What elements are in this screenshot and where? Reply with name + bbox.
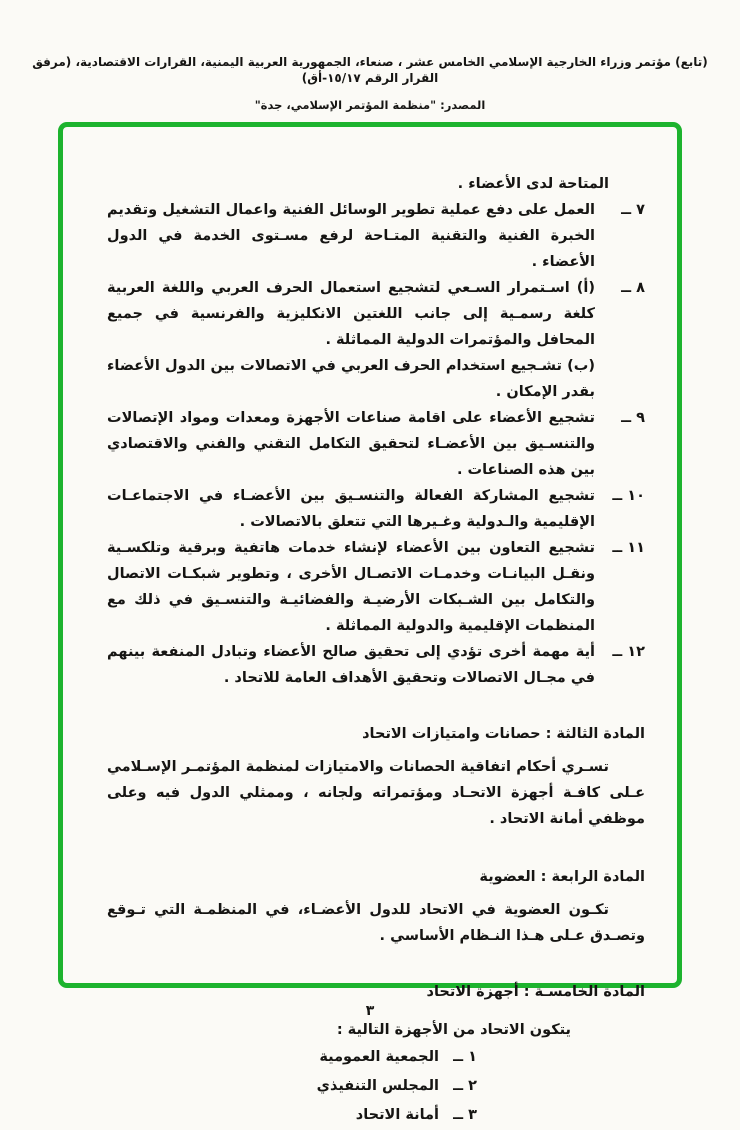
organs-intro-line: يتكون الاتحاد من الأجهزة التالية :: [336, 1022, 571, 1038]
document-body: [107, 171, 645, 1130]
list-item-9: [107, 405, 645, 483]
page-header: [14, 54, 726, 112]
section-paragraph-4: تكـون العضوية في الاتحاد للدول الأعضـاء، في المنظمـة التي تـوقع وتصـدق عـلى هـذا النـظام الأساسي .: [107, 902, 645, 944]
list-item-8b: [107, 353, 645, 405]
item-marker: ٩ ــ: [621, 410, 645, 426]
continuation-line: المتاحة لدى الأعضاء .: [457, 176, 609, 192]
organ-marker: ٢ ــ: [453, 1078, 477, 1094]
section-title-5: المادة الخامسـة : أجهزة الاتحاد: [426, 984, 645, 1000]
list-item-11: [107, 535, 645, 639]
item-text: العمل على دفع عملية تطوير الوسائل الفنية واعمال التشغيل وتقديم الخبرة الفنية والتقنية المتـاحة لرفع مسـتوى الخدمة في الدول الأعضاء .: [107, 202, 595, 270]
organ-item-2: [107, 1072, 477, 1101]
section-title-4: المادة الرابعة : العضوية: [479, 869, 645, 885]
organ-marker: ١ ــ: [453, 1049, 477, 1065]
list-item-8a: [107, 275, 645, 353]
header-citation: (تابع) مؤتمر وزراء الخارجية الإسلامي الخامس عشر ، صنعاء، الجمهورية العربية اليمنية، القرارات الاقتصادية، (مرفق القرار الرقم ١٥/١٧-أق): [32, 55, 708, 85]
organ-item-1: [107, 1043, 477, 1072]
item-text: (ب) تشـجيع استخدام الحرف العربي في الاتصالات بين الدول الأعضاء بقدر الإمكان .: [107, 358, 595, 400]
item-marker: ٧ ــ: [621, 202, 645, 218]
item-text: تشجيع الأعضاء على اقامة صناعات الأجهزة ومعدات ومواد الإتصالات والتنسـيق بين الأعضـاء لتحقيق التكامل التقني والفني والاقتصادي بين هذه الصناعات .: [107, 410, 595, 478]
item-text: (أ) اسـتمرار السـعي لتشجيع استعمال الحرف العربي واللغة العربية كلغة رسمـية إلى جانب اللغتين الانكليزية والفرنسية في جميع المحافل والمؤتمرات الدولية المماثلة .: [107, 280, 595, 348]
list-item-12: [107, 639, 645, 691]
section-title-3: المادة الثالثة : حصانات وامتيازات الاتحاد: [362, 726, 645, 742]
item-marker: ١٠ ــ: [612, 488, 645, 504]
organ-label: الجمعية العمومية: [319, 1049, 439, 1065]
item-marker: ١٢ ــ: [612, 644, 645, 660]
section-paragraph-3: تسـري أحكام اتفاقية الحصانات والامتيازات لمنظمة المؤتمـر الإسـلامي عـلى كافـة أجهزة الاتحـاد ومؤتمراته ولجانه ، وممثلي الدول فيه وعلى موظفي أمانة الاتحاد .: [107, 759, 645, 827]
list-item-10: [107, 483, 645, 535]
content-frame: [58, 122, 682, 1123]
item-marker-spacer: [595, 353, 645, 405]
item-text: تشجيع المشاركة الفعالة والتنسـيق بين الأعضـاء في الاجتماعـات الإقليمية والـدولية وغـيرها التي تتعلق بالاتصالات .: [107, 488, 595, 530]
list-item-7: [107, 197, 645, 275]
item-text: تشجيع التعاون بين الأعضاء لإنشاء خدمات هاتفية وبرقية وتلكسـية ونقـل البيانـات وخدمـات الاتصـال الأخرى ، وتطوير شبكـات الاتصال والتكامل بين الشـبكات الأرضيـة والفضائيـة والتنسـيق في ذلك مع المنظمات الإقليمية والدولية المماثلة .: [107, 540, 595, 634]
page-number: ٣: [365, 1003, 375, 1019]
organ-item-3: [107, 1101, 477, 1130]
organ-marker: ٣ ــ: [453, 1107, 477, 1123]
organ-label: المجلس التنفيذي: [316, 1078, 439, 1094]
item-marker: ٨ ــ: [621, 280, 645, 296]
header-source: المصدر: "منظمة المؤتمر الإسلامي، جدة": [254, 98, 486, 112]
item-marker: ١١ ــ: [612, 540, 645, 556]
item-text: أية مهمة أخرى تؤدي إلى تحقيق صالح الأعضاء وتبادل المنفعة بينهم في مجـال الاتصالات وتحقيق الأهداف العامة للاتحاد .: [107, 644, 595, 686]
organ-label: أمانة الاتحاد: [355, 1107, 439, 1123]
